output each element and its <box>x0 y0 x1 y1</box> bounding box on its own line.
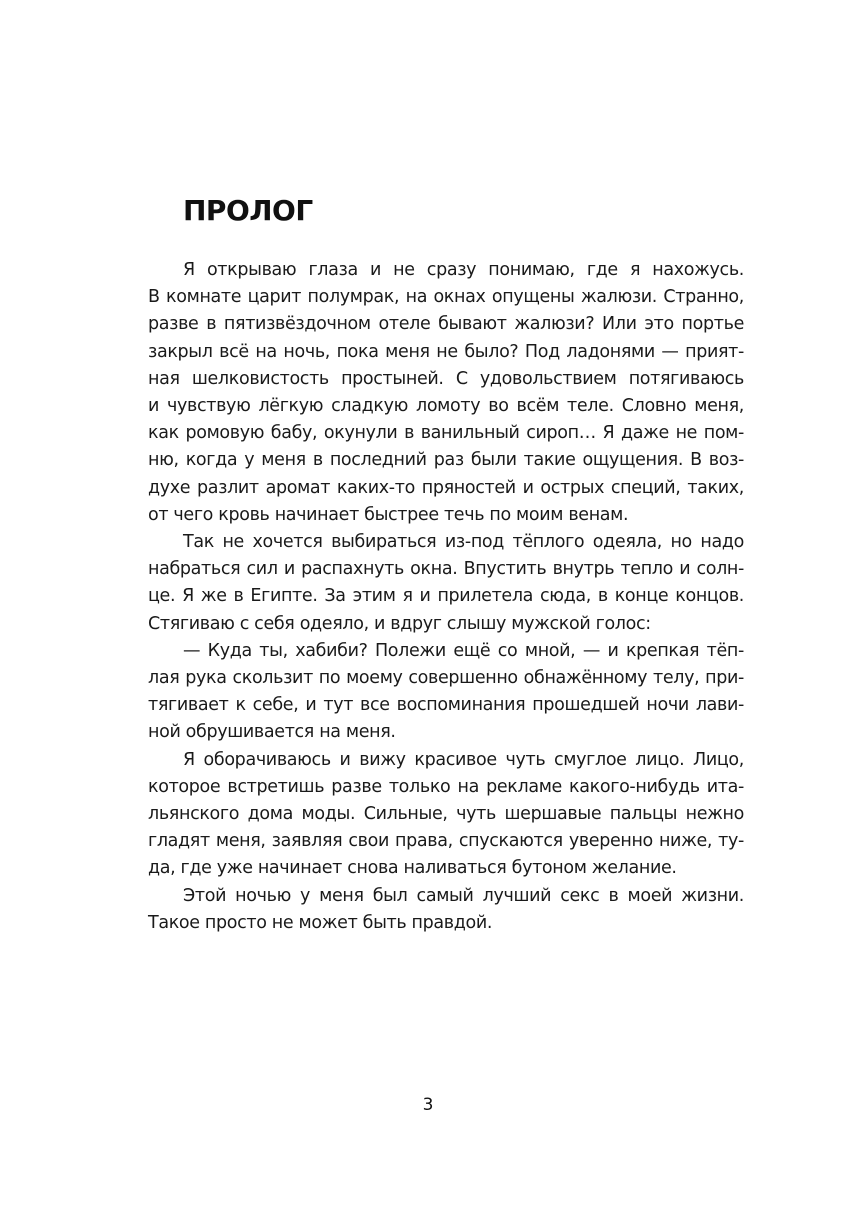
text-line: набраться сил и распахнуть окна. Впустить внутрь тепло и солн- <box>148 559 744 580</box>
text-line: Стягиваю с себя одеяло, и вдруг слышу мужской голос: <box>148 613 651 634</box>
text-line: це. Я же в Египте. За этим я и прилетела сюда, в конце концов. <box>148 586 744 607</box>
text-line: Я открываю глаза и не сразу понимаю, где я нахожусь. <box>183 260 744 280</box>
text-line: лая рука скользит по моему совершенно обнажённому телу, при- <box>148 668 744 689</box>
text-line: В комнате царит полумрак, на окнах опущены жалюзи. Странно, <box>148 287 744 308</box>
chapter-title: ПРОЛОГ <box>183 194 313 227</box>
paragraph <box>148 883 744 937</box>
text-line: Этой ночью у меня был самый лучший секс в моей жизни. <box>183 885 744 906</box>
paragraph <box>148 529 744 638</box>
text-line: тягивает к себе, и тут все воспоминания прошедшей ночи лави- <box>148 695 744 716</box>
paragraph <box>148 257 744 529</box>
text-line: Я оборачиваюсь и вижу красивое чуть смуглое лицо. Лицо, <box>183 749 744 770</box>
text-line: и чувствую лёгкую сладкую ломоту во всём теле. Словно меня, <box>148 396 744 417</box>
text-line: ная шелковистость простыней. С удовольствием потягиваюсь <box>148 368 744 389</box>
text-line: которое встретишь разве только на рекламе какого-нибудь ита- <box>148 776 744 797</box>
text-line: как ромовую бабу, окунули в ванильный сироп… Я даже не пом- <box>148 423 744 444</box>
text-line: Такое просто не может быть правдой. <box>148 912 493 933</box>
text-line: закрыл всё на ночь, пока меня не было? Под ладонями — прият- <box>148 341 744 362</box>
text-line: — Куда ты, хабиби? Полежи ещё со мной, — и крепкая тёп- <box>183 640 744 661</box>
text-line: духе разлит аромат каких-то пряностей и острых специй, таких, <box>148 477 744 498</box>
text-line: гладят меня, заявляя свои права, спускаются уверенно ниже, ту- <box>148 831 744 852</box>
text-line: разве в пятизвёздочном отеле бывают жалюзи? Или это портье <box>148 314 744 335</box>
page-number: 3 <box>422 1095 434 1115</box>
chapter-body <box>148 257 744 937</box>
text-line: льянского дома моды. Сильные, чуть шершавые пальцы нежно <box>148 804 744 825</box>
text-line: да, где уже начинает снова наливаться бутоном желание. <box>148 858 677 879</box>
text-line: от чего кровь начинает быстрее течь по моим венам. <box>148 504 629 525</box>
paragraph <box>148 638 744 747</box>
text-line: ню, когда у меня в последний раз были такие ощущения. В воз- <box>148 450 744 471</box>
paragraph <box>148 747 744 883</box>
text-line: Так не хочется выбираться из-под тёплого одеяла, но надо <box>183 532 744 553</box>
text-line: ной обрушивается на меня. <box>148 722 396 743</box>
